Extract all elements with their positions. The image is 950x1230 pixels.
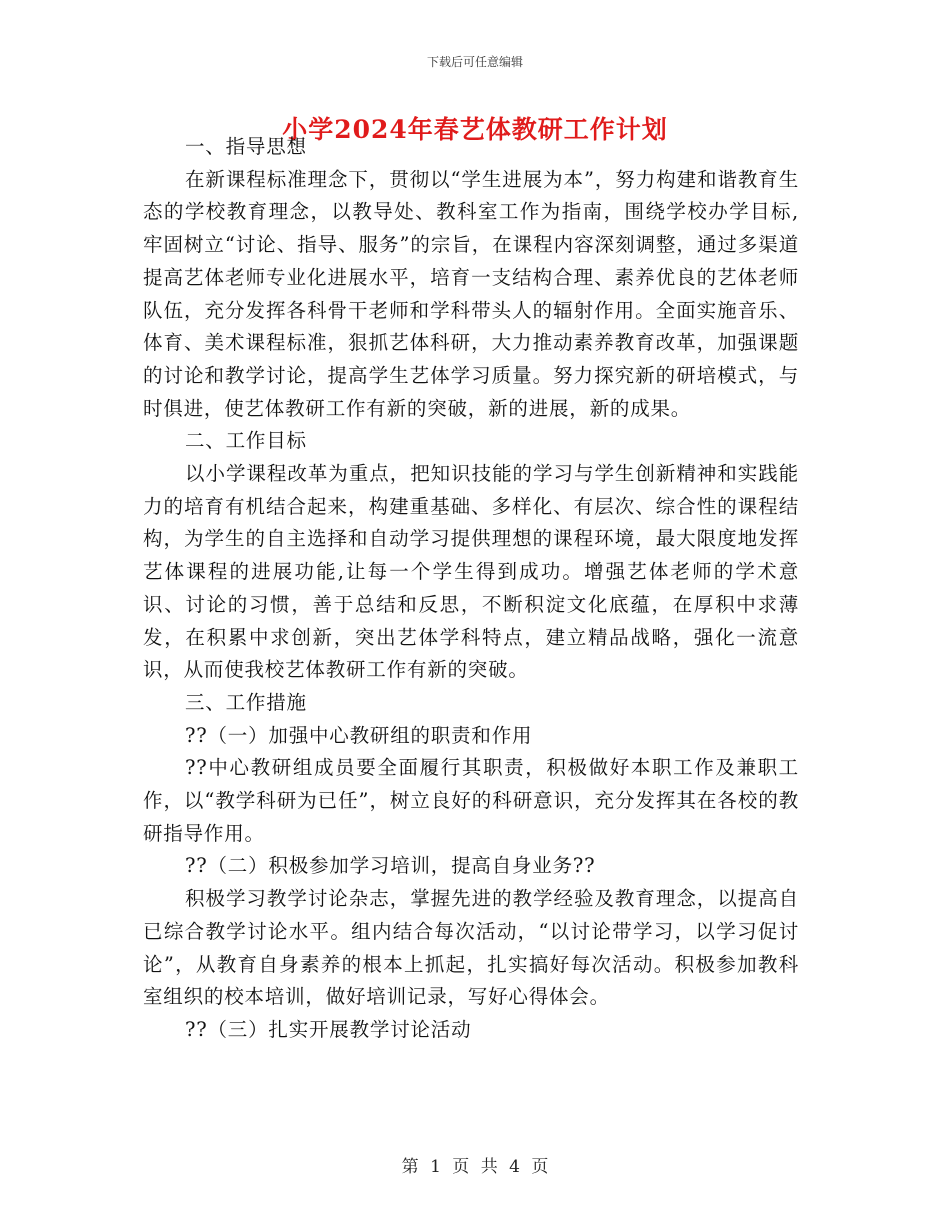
paragraph-measure-1: ??中心教研组成员要全面履行其职责，积极做好本职工作及兼职工作，以“教学科研为已任”，树立良好的科研意识，充分发挥其在各校的教研指导作用。	[143, 756, 799, 845]
header-note: 下载后可任意编辑	[426, 55, 523, 69]
subheading-measure-1: ??（一）加强中心教研组的职责和作用	[185, 723, 533, 747]
paragraph-guiding-ideology: 在新课程标准理念下，贯彻以“学生进展为本”，努力构建和谐教育生态的学校教育理念，以教导处、教科室工作为指南，围绕学校办学目标,牢固树立“讨论、指导、服务”的宗旨，在课程内容深刻调整，通过多渠道提高艺体老师专业化进展水平，培育一支结构合理、素养优良的艺体老师队伍，充分发挥各科骨干老师和学科带头人的辐射作用。全面实施音乐、体育、美术课程标准，狠抓艺体科研，大力推动素养教育改革，加强课题的讨论和教学讨论，提高学生艺体学习质量。努力探究新的研培模式，与时俱进，使艺体教研工作有新的突破，新的进展，新的成果。	[143, 167, 799, 420]
section-heading-work-goals: 二、工作目标	[185, 429, 307, 453]
section-heading-guiding-ideology: 一、指导思想	[185, 135, 307, 158]
page-number-footer: 第 1 页 共 4 页	[401, 1157, 549, 1177]
document-title: 小学2024年春艺体教研工作计划	[282, 115, 668, 144]
section-heading-work-measures: 三、工作措施	[185, 690, 307, 714]
document-body	[143, 131, 799, 1047]
paragraph-work-goals: 以小学课程改革为重点，把知识技能的学习与学生创新精神和实践能力的培育有机结合起来，构建重基础、多样化、有层次、综合性的课程结构，为学生的自主选择和自动学习提供理想的课程环境，最大限度地发挥艺体课程的进展功能,让每一个学生得到成功。增强艺体老师的学术意识、讨论的习惯，善于总结和反思，不断积淀文化底蕴，在厚积中求薄发，在积累中求创新，突出艺体学科特点，建立精品战略，强化一流意识，从而使我校艺体教研工作有新的突破。	[143, 462, 799, 682]
paragraph-measure-2: 积极学习教学讨论杂志，掌握先进的教学经验及教育理念，以提高自已综合教学讨论水平。组内结合每次活动，“以讨论带学习，以学习促讨论”，从教育自身素养的根本上抓起，扎实搞好每次活动。积极参加教科室组织的校本培训，做好培训记录，写好心得体会。	[143, 887, 799, 1009]
subheading-measure-3: ??（三）扎实开展教学讨论活动	[185, 1017, 472, 1041]
subheading-measure-2: ??（二）积极参加学习培训，提高自身业务??	[185, 854, 596, 878]
